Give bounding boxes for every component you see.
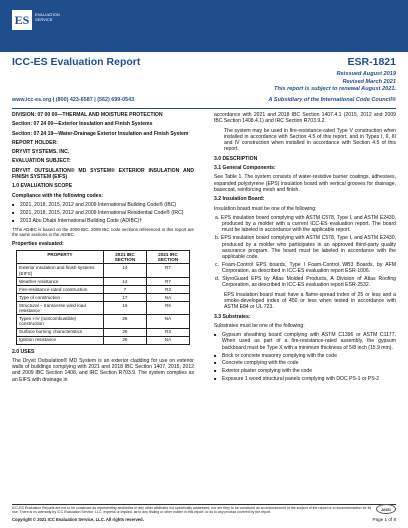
codes-list — [12, 202, 194, 224]
list-item: ■ Gypsum sheathing board complying with ASTM C1396 or ASTM C1177. When used as part of a fire-resistance-rated assembly, the gypsum backboard must be Type X with a minimum thickness of 5/8 inch (15.9 mm). — [214, 332, 396, 351]
table-cell: Type of construction — [17, 293, 104, 301]
division: DIVISION: 07 00 00—THERMAL AND MOISTURE PROTECTION — [12, 112, 163, 118]
insulation-heading: 3.2 Insulation Board: — [214, 196, 265, 203]
table-cell: 17 — [103, 293, 146, 301]
general-text: See Table 1. The system consists of water-resistive barrier coatings, adhesives, expanded polystyrene (EPS) insulation board with vertical grooves for drainage, basecoat, reinforcing mesh and finish. — [214, 174, 396, 193]
table-row — [17, 315, 190, 328]
table-cell: 14 — [103, 264, 146, 277]
table-cell: NA — [146, 336, 189, 344]
fire-rated-text: The system may be used in fire-resistance-rated Type V construction when installed in accordance with Section 4.5 of this report, and in Types I, II, III and IV construction when installed in accordance with Section 4.5 of this report. — [224, 127, 396, 153]
list-item: d. StyroGuard EPS by Atlas Molded Products, A Division of Atlas Roofing Corporation, as described in ICC-ES evaluation report ESR-2532. — [215, 276, 396, 289]
scope-heading: 1.0 EVALUATION SCOPE — [12, 183, 73, 190]
left-column — [12, 112, 194, 386]
list-item: a. EPS insulation board complying with ASTM C578, Type I, and ASTM E2430, produced by a molder with a current ICC-ES evaluation report. The board must be labeled in accordance with the applicable report. — [215, 214, 396, 234]
table-cell: R7 — [146, 277, 189, 285]
properties-label: Properties evaluated: — [12, 240, 64, 247]
code-item: ■ 2013 Abu Dhabi International Building Code (ADIBC)† — [12, 218, 194, 224]
page-number: Page 1 of 8 — [372, 517, 396, 522]
report-title: ICC-ES Evaluation Report — [12, 56, 141, 68]
table-row — [17, 285, 190, 293]
table-cell: R3 — [146, 328, 189, 336]
general-heading: 3.1 General Components: — [214, 165, 276, 172]
list-item: ■ Exterior plaster complying with the code — [214, 368, 396, 374]
list-item: b. EPS insulation board complying with ASTM C578, Type I, and ASTM E2430, produced by a molder who participates in an approved third-party quality assurance program. The board must be labeled in accordance with the applicable code. — [215, 235, 396, 261]
footer-divider — [12, 504, 396, 505]
table-cell: Structural – transverse wind load resistance — [17, 301, 104, 314]
uses-text: The Dryvit Outsulation® MD System is an exterior cladding for use on exterior walls of buildings complying with 2021 and 2018 IBC Section 1407, 2015, 2012 and 2009 IBC Section 1408, and IRC Section R703.9. The system complies as an EIFS with drainage in — [12, 357, 194, 383]
section-2: Section: 07 24 19—Water-Drainage Exterior Insulation and Finish System — [12, 130, 189, 137]
table-header: PROPERTY — [17, 250, 104, 263]
table-row — [17, 293, 190, 301]
table-cell: 14 — [103, 277, 146, 285]
table-row — [17, 336, 190, 344]
table-row — [17, 328, 190, 336]
substrates-list — [214, 332, 396, 382]
header-divider — [12, 108, 396, 109]
table-cell: R7 — [146, 264, 189, 277]
list-item: ■ Concrete complying with the code — [214, 360, 396, 366]
report-holder: DRYVIT SYSTEMS, INC. — [12, 149, 70, 156]
table-header-row — [17, 250, 190, 263]
insulation-intro: Insulation board must be one of the following: — [214, 205, 317, 212]
table-cell: 7 — [103, 285, 146, 293]
table-row — [17, 277, 190, 285]
section-1: Section: 07 24 00—Exterior Insulation and Finish Systems — [12, 121, 153, 128]
ansi-accreditation-icon: ANSI — [376, 504, 396, 514]
table-cell: R3 — [146, 285, 189, 293]
code-item: ■ 2021, 2018, 2015, 2012 and 2009 International Residential Code® (IRC) — [12, 210, 194, 216]
table-cell: NA — [146, 293, 189, 301]
compliance-label: Compliance with the following codes: — [12, 192, 104, 199]
revised-date: Revised March 2021 — [342, 78, 396, 85]
table-header: 2021 IBC SECTION — [103, 250, 146, 263]
table-cell: 16 — [103, 301, 146, 314]
report-number: ESR-1821 — [347, 56, 396, 68]
report-dates — [274, 71, 396, 94]
insulation-list — [214, 215, 396, 289]
right-column — [214, 112, 396, 385]
table-cell: Weather resistance — [17, 277, 104, 285]
properties-table — [16, 250, 190, 345]
footer-disclaimer: ICC-ES Evaluation Reports are not to be construed as representing aesthetics or any other attributes not specifically addressed, nor are they to be construed as an endorsement of the subject of the report or a recommendation for its use. There is no warranty by ICC Evaluation Service, LLC, express or implied, as to any finding or other matter in this report, or as to any product covered by the report. — [12, 506, 372, 515]
title-row — [12, 56, 396, 70]
table-cell: NA — [146, 315, 189, 328]
tagline: A Subsidiary of the International Code Council® — [268, 97, 396, 103]
logo-subtitle: EVALUATION SERVICE — [35, 12, 60, 22]
table-cell: Surface burning characteristics — [17, 328, 104, 336]
contact-bar — [12, 96, 396, 107]
adibc-footnote: †The ADIBC is based on the 2009 IBC. 2009 IBC code sections referenced in this report are the same sections in the ADIBC. — [12, 226, 194, 238]
table-row — [17, 301, 190, 314]
reissued-date: Reissued August 2019 — [336, 71, 396, 77]
contact-line[interactable]: www.icc-es.org | (800) 423-6587 | (562) 699-0543 — [12, 97, 135, 103]
table-cell: Fire-resistance-rated construction — [17, 285, 104, 293]
code-item: ■ 2021, 2018, 2015, 2012 and 2009 International Building Code® (IBC) — [12, 202, 194, 208]
insulation-note: EPS insulation board must have a flame-spread index of 25 or less and a smoke-developed index of 450 or less when tested in accordance with ASTM E84 or UL 723. — [224, 291, 396, 311]
icc-es-logo: ES — [12, 10, 32, 30]
list-item: ■ Brick or concrete masonry complying with the code — [214, 353, 396, 359]
uses-continued: accordance with 2021 and 2018 IBC Section 1407.4.1 (2015, 2012 and 2009 IBC Section 1408.4.1) and IRC Section R703.9.2. — [214, 112, 396, 125]
table-row — [17, 264, 190, 277]
substrates-intro: Substrates must be one of the following: — [214, 322, 305, 329]
table-cell: 26 — [103, 336, 146, 344]
uses-heading: 2.0 USES — [12, 348, 35, 355]
list-item: c. Foam-Control EPS boards, Type I Foam-Control WB3 Boards, by AFM Corporation, as described in ICC-ES evaluation report ESR-1006. — [215, 261, 396, 275]
table-header: 2021 IRC SECTION — [146, 250, 189, 263]
evaluation-subject: DRYVIT OUTSULATION® MD SYSTEM® EXTERIOR INSULATION AND FINISH SYSTEM (EIFS) — [12, 167, 194, 181]
substrates-heading: 3.3 Substrates: — [214, 313, 251, 320]
description-heading: 3.0 DESCRIPTION — [214, 155, 258, 162]
header-band — [0, 0, 408, 52]
footer-copyright: Copyright © 2021 ICC Evaluation Service, LLC. All rights reserved. — [12, 517, 144, 522]
holder-label: REPORT HOLDER: — [12, 139, 58, 146]
subject-label: EVALUATION SUBJECT: — [12, 158, 71, 165]
table-cell: Exterior insulation and finish systems (EIFS) — [17, 264, 104, 277]
table-cell: 26 — [103, 315, 146, 328]
list-item: ■ Exposure 1 wood structural panels complying with DOC PS-1 or PS-2 — [214, 376, 396, 382]
table-cell: R6 — [146, 301, 189, 314]
table-cell: Ignition resistance — [17, 336, 104, 344]
table-cell: Types I-IV (noncombustible) construction — [17, 315, 104, 328]
renewal-note: This report is subject to renewal August 2021. — [274, 86, 396, 93]
table-cell: 26 — [103, 328, 146, 336]
